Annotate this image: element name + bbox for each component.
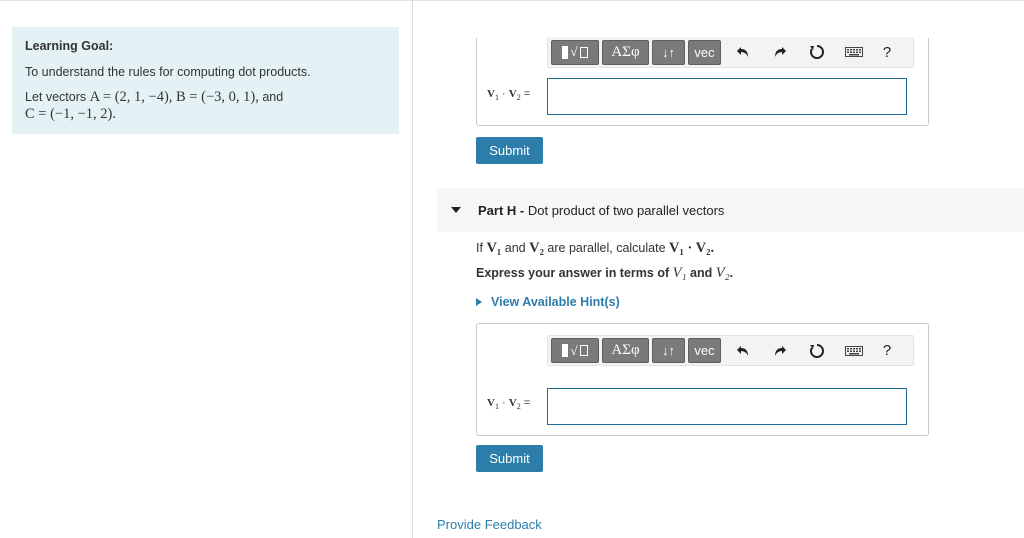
vectors-a-b: A = (2, 1, −4), B = (−3, 0, 1), — [89, 89, 259, 105]
math-toolbar — [547, 37, 914, 68]
submit-button-part-g[interactable]: Submit — [476, 137, 543, 164]
undo-icon[interactable] — [724, 40, 761, 65]
help-button[interactable]: ? — [882, 342, 892, 359]
learning-goal-title: Learning Goal: — [25, 39, 114, 53]
greek-symbols-button[interactable]: ΑΣφ — [602, 40, 649, 65]
fraction-sqrt-icon: √ — [562, 343, 587, 359]
arrows-button[interactable]: ↓↑ — [652, 338, 685, 363]
provide-feedback-link[interactable]: Provide Feedback — [437, 517, 542, 532]
learning-goal-text: To understand the rules for computing dot products. — [25, 65, 311, 79]
answer-input-part-g[interactable] — [547, 78, 907, 115]
view-hints-link[interactable]: View Available Hint(s) — [476, 295, 620, 309]
part-h-header[interactable] — [437, 188, 1024, 232]
undo-icon[interactable] — [724, 338, 761, 363]
vec-button[interactable]: vec — [688, 40, 721, 65]
answer-label: $V_1 \cdot V_2$ = — [487, 88, 531, 103]
vectors-prefix: Let vectors — [25, 90, 87, 104]
arrows-button[interactable]: ↓↑ — [652, 40, 685, 65]
top-border — [0, 0, 1024, 1]
fraction-sqrt-button[interactable] — [551, 40, 599, 65]
fraction-sqrt-button[interactable] — [551, 338, 599, 363]
math-toolbar — [547, 335, 914, 366]
part-h-question: If V₁ and V₂ are parallel, calculate V₁ · V₂. — [476, 240, 715, 256]
reset-icon[interactable] — [798, 338, 835, 363]
vectors-and: and — [262, 90, 284, 104]
answer-label: $V_1 \cdot V_2$ = — [487, 397, 531, 412]
redo-icon[interactable] — [761, 40, 798, 65]
answer-box-part-h — [476, 323, 929, 436]
part-h-title: Part H - Dot product of two parallel vectors — [478, 202, 725, 218]
expand-caret-icon — [476, 298, 482, 306]
vector-c: C = (−1, −1, 2). — [25, 106, 116, 122]
help-button[interactable]: ? — [882, 43, 892, 61]
keyboard-icon[interactable] — [835, 338, 872, 363]
reset-icon[interactable] — [798, 40, 835, 65]
greek-symbols-button[interactable]: ΑΣφ — [602, 338, 649, 363]
vector-definitions — [25, 89, 386, 123]
column-divider — [412, 0, 413, 538]
answer-input-part-h[interactable] — [547, 388, 907, 425]
part-h-instructions: Express your answer in terms of V₁ and V₂. — [476, 265, 734, 281]
learning-goal-panel — [12, 27, 399, 134]
submit-button-part-h[interactable]: Submit — [476, 445, 543, 472]
collapse-caret-icon — [451, 207, 461, 213]
keyboard-icon[interactable] — [835, 40, 872, 65]
fraction-sqrt-icon: √ — [562, 44, 587, 60]
answer-box-part-g — [476, 38, 929, 126]
vec-button[interactable]: vec — [688, 338, 721, 363]
redo-icon[interactable] — [761, 338, 798, 363]
